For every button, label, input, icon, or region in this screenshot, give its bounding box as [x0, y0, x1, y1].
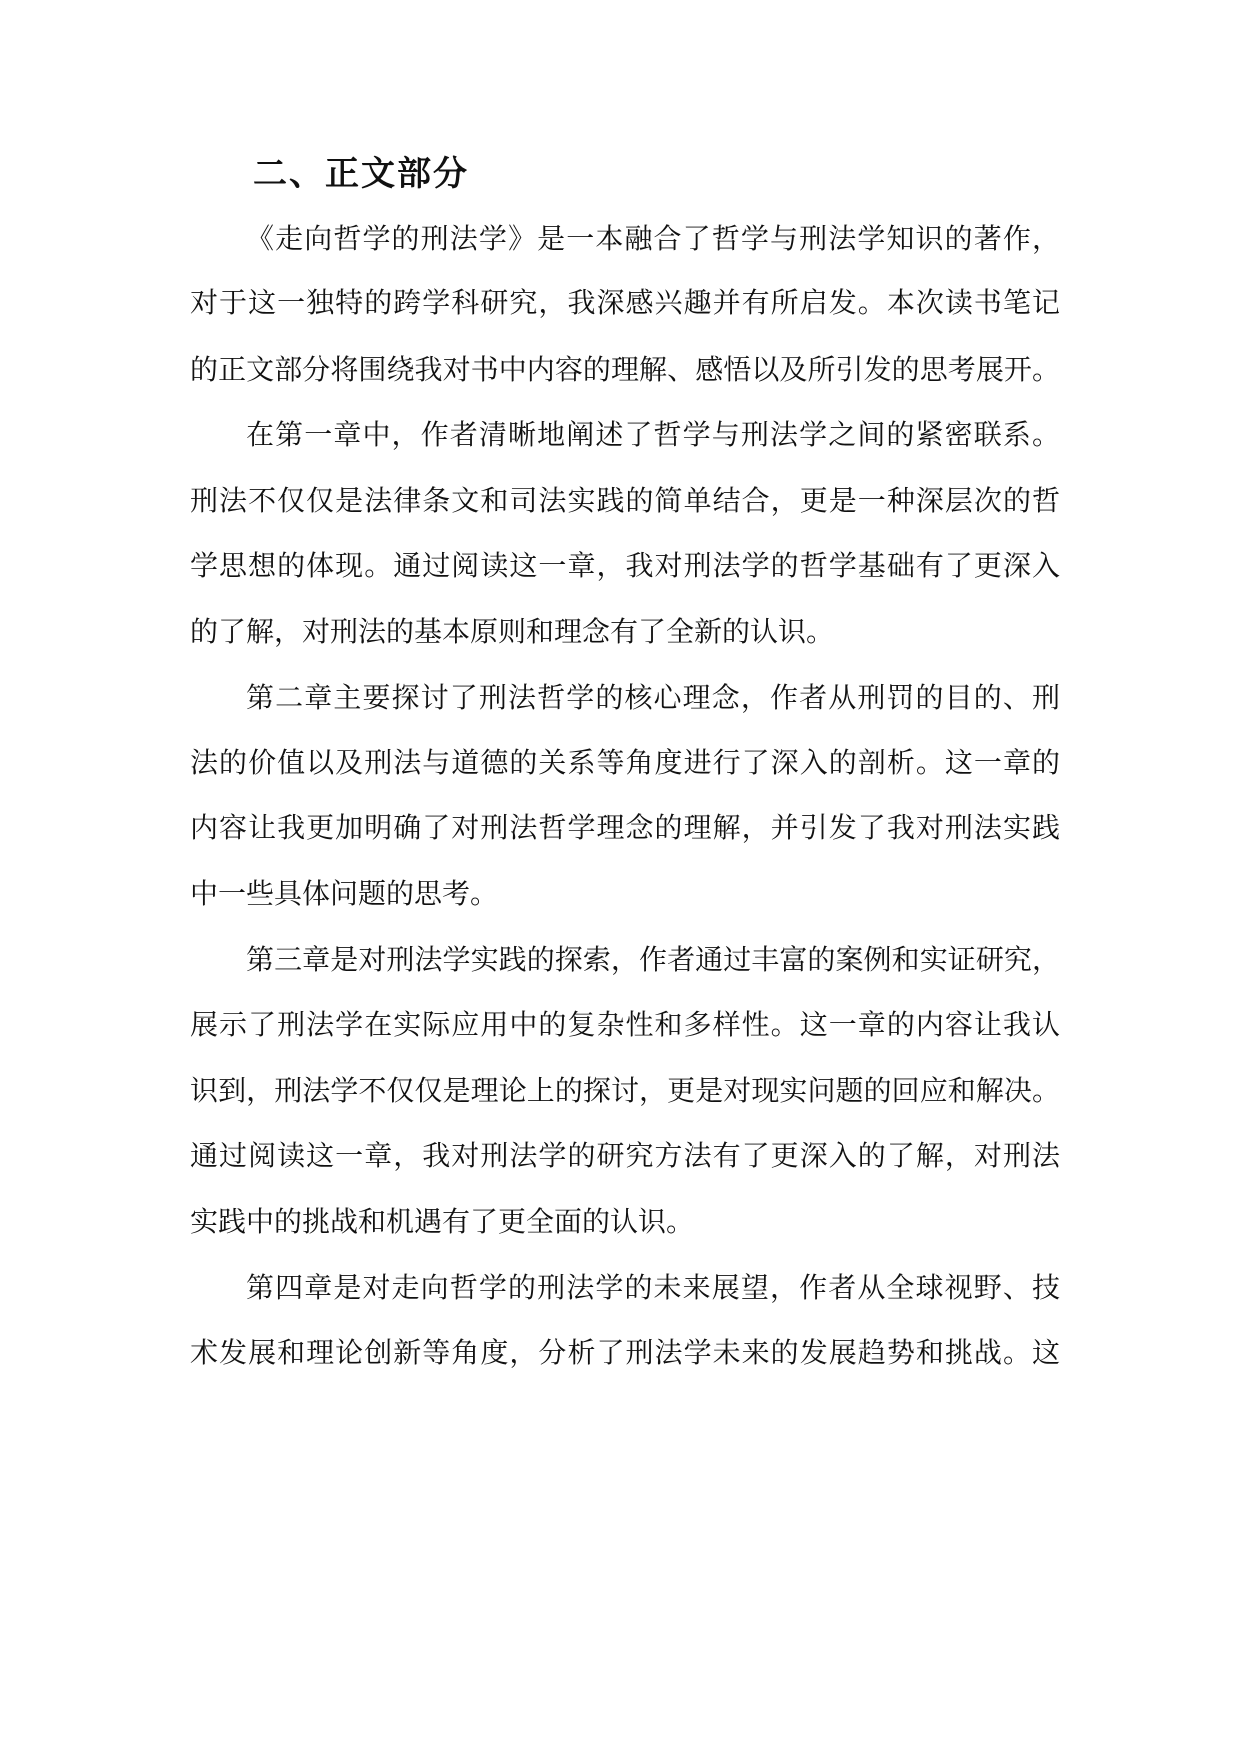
paragraph-4-line-5: 实践中的挑战和机遇有了更全面的认识。 [190, 1205, 695, 1238]
paragraph-4-line-2: 展示了刑法学在实际应用中的复杂性和多样性。这一章的内容让我认 [190, 1008, 1060, 1041]
paragraph-2-line-4: 的了解，对刑法的基本原则和理念有了全新的认识。 [190, 615, 835, 648]
section-heading: 二、正文部分 [253, 154, 469, 194]
paragraph-1-line-3: 的正文部分将围绕我对书中内容的理解、感悟以及所引发的思考展开。 [190, 353, 1060, 386]
paragraph-4-line-1: 第三章是对刑法学实践的探索，作者通过丰富的案例和实证研究， [246, 943, 1060, 976]
paragraph-2-line-3: 学思想的体现。通过阅读这一章，我对刑法学的哲学基础有了更深入 [190, 549, 1060, 582]
paragraph-2-line-1: 在第一章中，作者清晰地阐述了哲学与刑法学之间的紧密联系。 [246, 418, 1060, 451]
paragraph-3-line-2: 法的价值以及刑法与道德的关系等角度进行了深入的剖析。这一章的 [190, 746, 1060, 779]
paragraph-5-line-1: 第四章是对走向哲学的刑法学的未来展望，作者从全球视野、技 [246, 1271, 1060, 1304]
paragraph-3-line-3: 内容让我更加明确了对刑法哲学理念的理解，并引发了我对刑法实践 [190, 811, 1060, 844]
paragraph-3-line-4: 中一些具体问题的思考。 [190, 877, 499, 910]
paragraph-4-line-4: 通过阅读这一章，我对刑法学的研究方法有了更深入的了解，对刑法 [190, 1139, 1060, 1172]
paragraph-5-line-2: 术发展和理论创新等角度，分析了刑法学未来的发展趋势和挑战。这 [190, 1336, 1060, 1369]
paragraph-2-line-2: 刑法不仅仅是法律条文和司法实践的简单结合，更是一种深层次的哲 [190, 484, 1060, 517]
paragraph-3-line-1: 第二章主要探讨了刑法哲学的核心理念，作者从刑罚的目的、刑 [246, 681, 1060, 714]
paragraph-1-line-1: 《走向哲学的刑法学》是一本融合了哲学与刑法学知识的著作， [246, 222, 1060, 255]
paragraph-4-line-3: 识到，刑法学不仅仅是理论上的探讨，更是对现实问题的回应和解决。 [190, 1074, 1060, 1107]
paragraph-1-line-2: 对于这一独特的跨学科研究，我深感兴趣并有所启发。本次读书笔记 [190, 286, 1060, 319]
